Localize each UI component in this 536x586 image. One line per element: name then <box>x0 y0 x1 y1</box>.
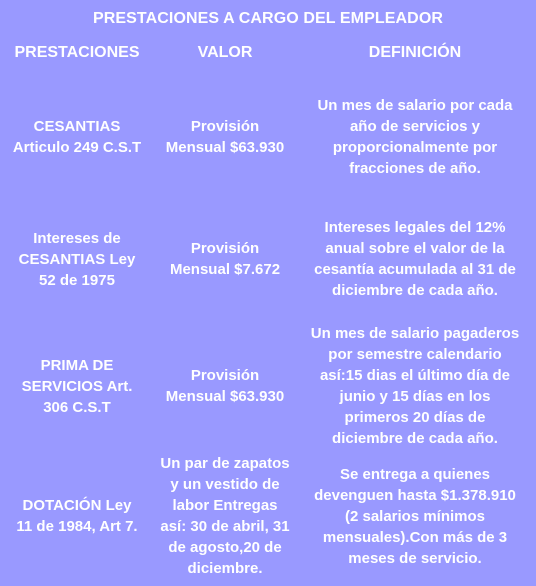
header-prestaciones: PRESTACIONES <box>14 44 140 61</box>
cell-line: Se entrega a quienes <box>339 465 491 483</box>
cell-line: fracciones de año. <box>349 160 481 177</box>
cell-line: labor Entregas <box>172 497 278 514</box>
cell-line: Mensual $63.930 <box>165 139 285 156</box>
cell-line: anual sobre el valor de la <box>325 240 505 257</box>
cell-line: PRIMA DE <box>40 356 114 374</box>
cell-line: diciembre de cada año. <box>332 430 498 447</box>
cell-line: Intereses de <box>33 229 121 247</box>
cell-line: Provisión <box>190 367 260 384</box>
cell-line: Articulo 249 C.S.T <box>12 139 142 156</box>
cell-valor-dotacion <box>152 452 298 580</box>
cell-line: primeros 20 días de <box>344 409 486 426</box>
cell-line: 306 C.S.T <box>43 398 111 416</box>
cell-line: Intereses legales del 12% <box>324 219 506 236</box>
cell-line: CESANTIAS <box>33 118 121 135</box>
cell-line: 52 de 1975 <box>39 271 115 289</box>
cell-line: junio y 15 días en los <box>339 388 491 405</box>
cell-prestacion-prima <box>2 322 152 450</box>
cell-line: diciembre. <box>187 560 263 577</box>
cell-line: devenguen hasta $1.378.910 <box>314 486 516 504</box>
header-valor: VALOR <box>197 44 253 61</box>
cell-prestacion-intereses <box>2 214 152 304</box>
cell-line: así: 30 de abril, 31 <box>160 518 290 535</box>
cell-valor-cesantias <box>152 92 298 182</box>
cell-line: Provisión <box>190 240 260 257</box>
cell-line: mensuales).Con más de 3 <box>322 528 508 546</box>
cell-definicion-prima <box>298 322 532 450</box>
cell-line: (2 salarios mínimos <box>344 507 486 525</box>
cell-line: así:15 dias el último día de <box>319 367 511 384</box>
cell-line: proporcionalmente por <box>332 139 498 156</box>
cell-line: año de servicios y <box>349 118 481 135</box>
cell-line: diciembre de cada año. <box>332 282 498 299</box>
cell-line: Provisión <box>190 118 260 135</box>
cell-line: Un par de zapatos <box>160 455 290 472</box>
header-definicion: DEFINICIÓN <box>368 44 462 61</box>
cell-line: por semestre calendario <box>328 346 502 363</box>
table-title: PRESTACIONES A CARGO DEL EMPLEADOR <box>92 10 444 27</box>
cell-line: 11 de 1984, Art 7. <box>16 518 138 535</box>
cell-line: Mensual $63.930 <box>165 388 285 405</box>
cell-prestacion-cesantias <box>2 92 152 182</box>
cell-line: Mensual $7.672 <box>169 261 281 278</box>
cell-definicion-cesantias <box>298 92 532 182</box>
cell-line: Un mes de salario por cada <box>317 97 513 114</box>
cell-line: CESANTIAS Ley <box>18 250 136 268</box>
cell-line: Un mes de salario pagaderos <box>310 325 520 342</box>
cell-line: de agosto,20 de <box>168 539 282 556</box>
cell-line: DOTACIÓN Ley <box>22 497 132 514</box>
cell-line: y un vestido de <box>170 476 280 493</box>
cell-valor-intereses <box>152 214 298 304</box>
cell-line: meses de servicio. <box>348 549 482 567</box>
cell-definicion-dotacion <box>298 452 532 580</box>
cell-prestacion-dotacion <box>2 452 152 580</box>
cell-definicion-intereses <box>298 214 532 304</box>
cell-line: cesantía acumulada al 31 de <box>314 261 516 278</box>
cell-valor-prima <box>152 322 298 450</box>
cell-line: SERVICIOS Art. <box>21 377 133 395</box>
